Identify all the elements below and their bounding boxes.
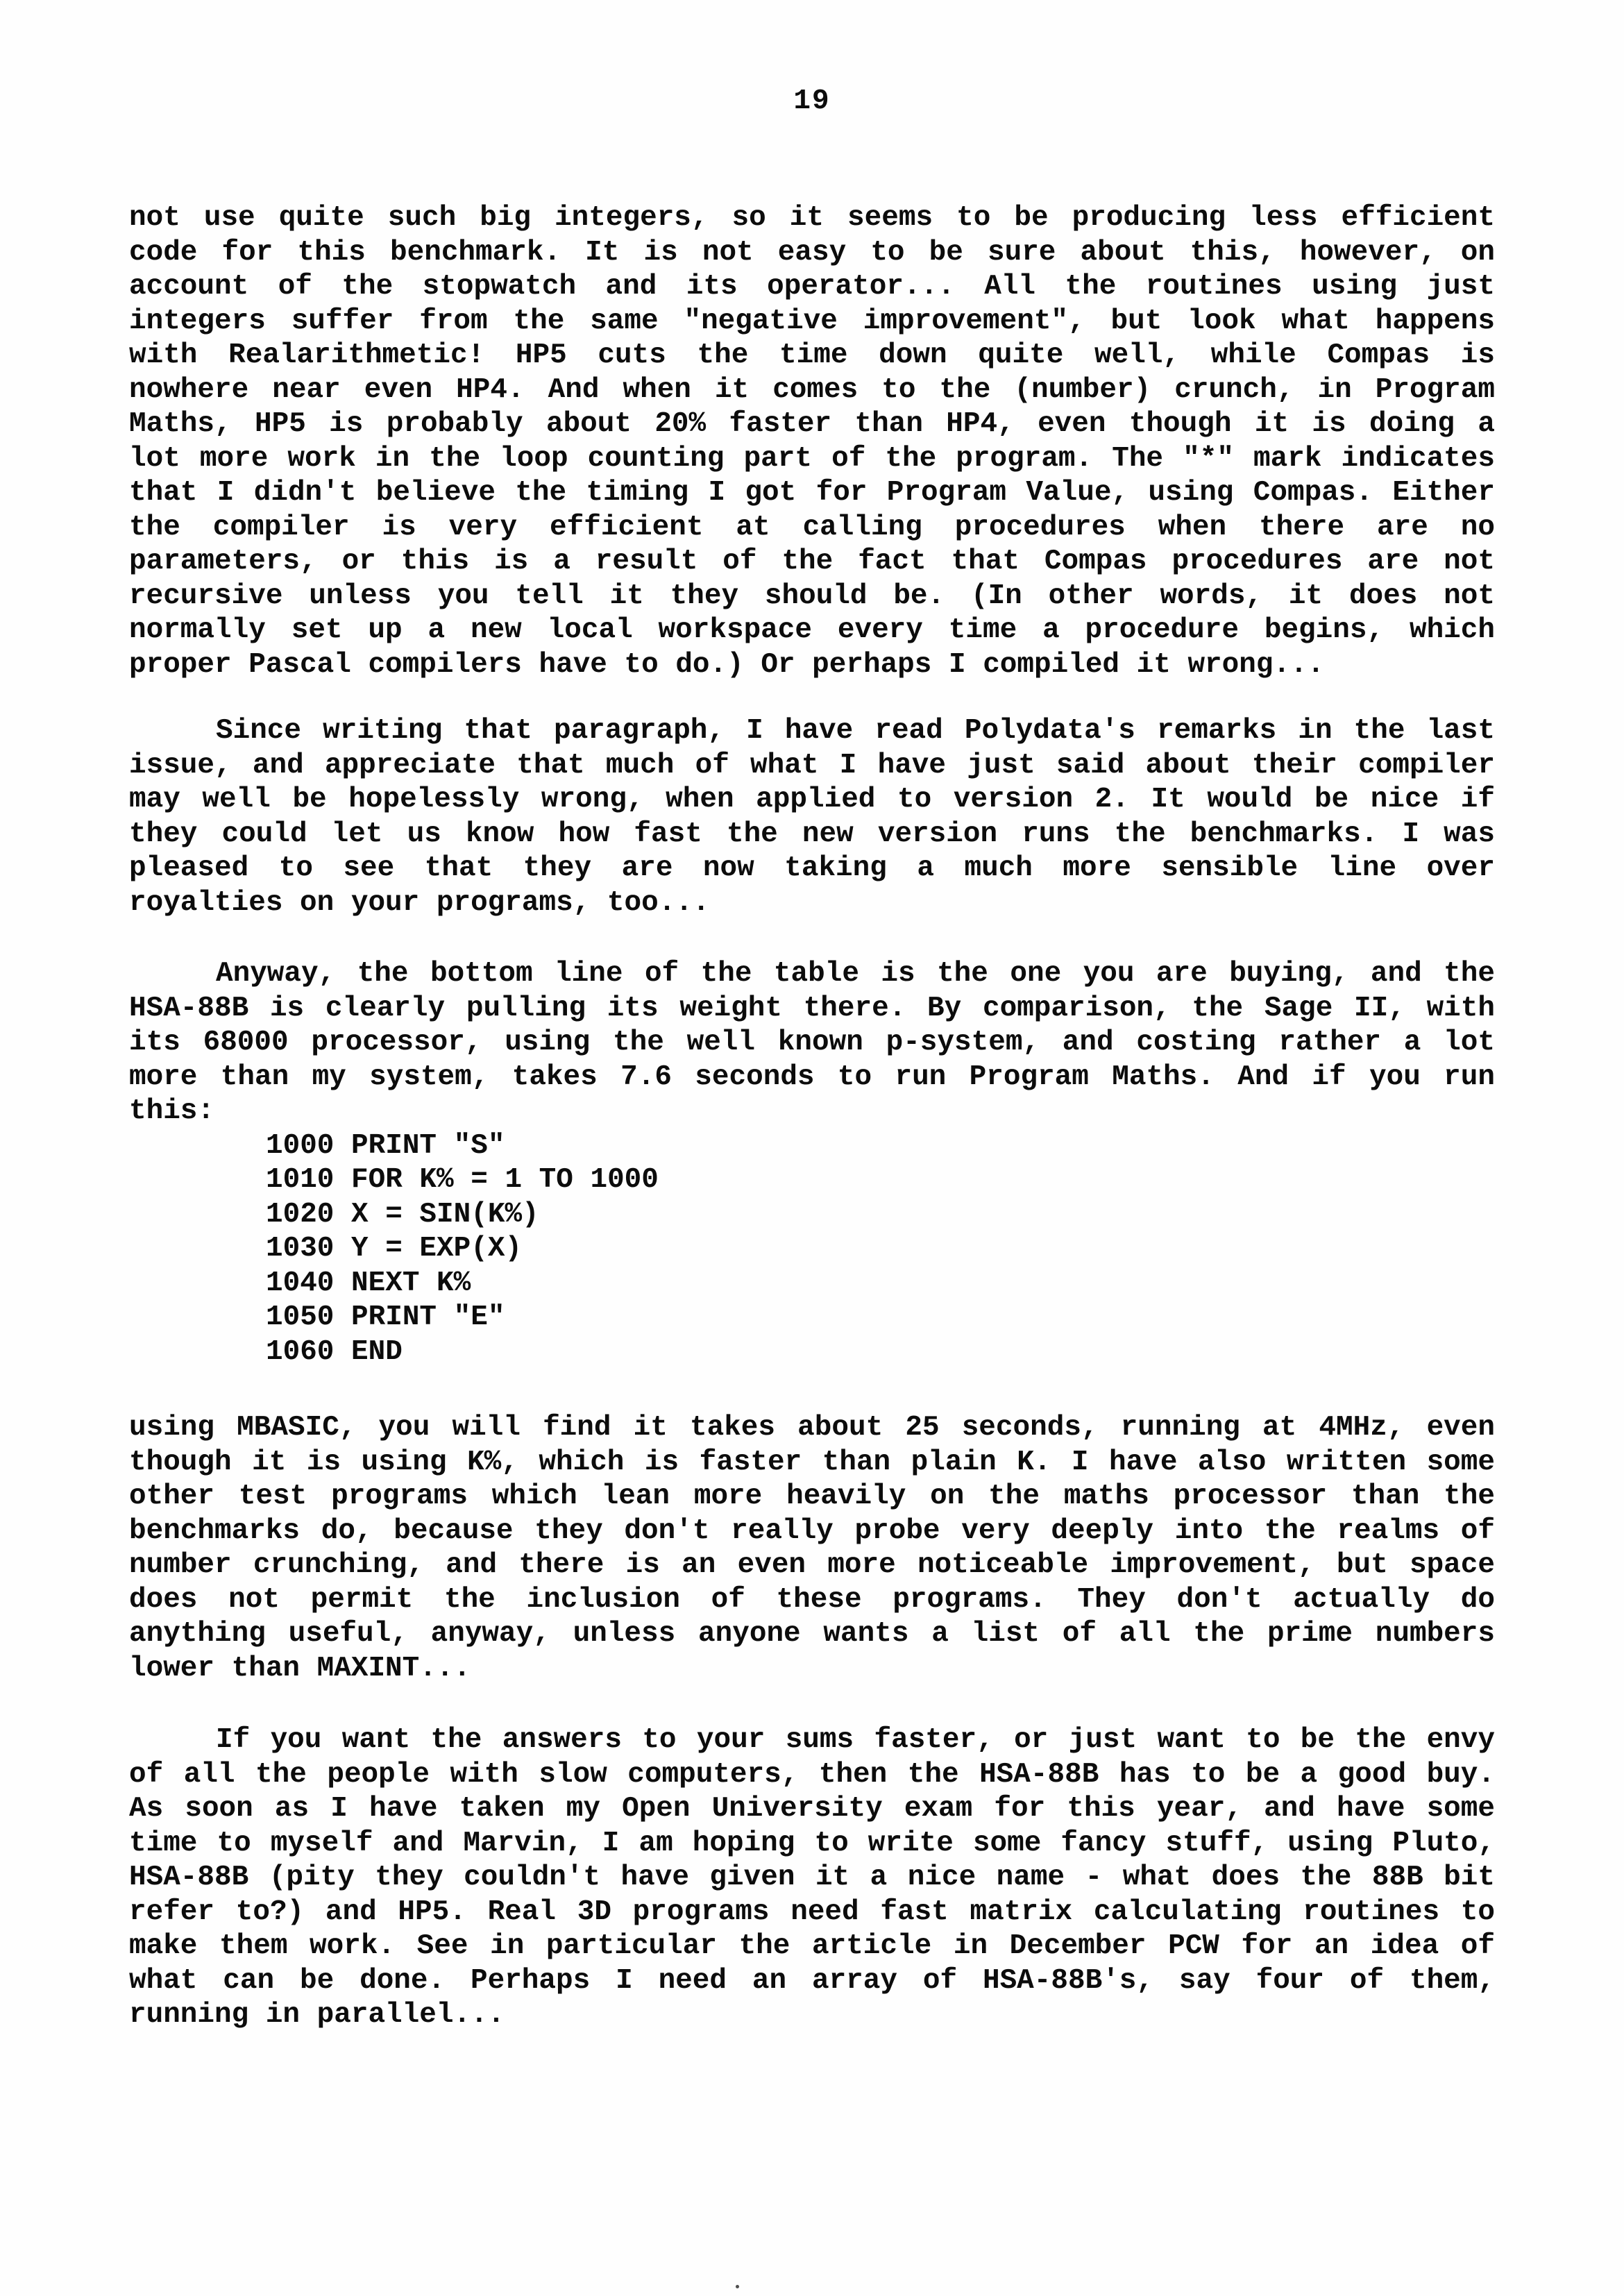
code-line: 1060 END: [266, 1335, 403, 1368]
text-line: though it is using K%, which is faster than plain K. I have also written some: [129, 1446, 1495, 1478]
text-line: account of the stopwatch and its operator... All the routines using just: [129, 271, 1495, 303]
text-line: nowhere near even HP4. And when it comes to the (number) crunch, in Program: [129, 373, 1495, 406]
text-line: running in parallel...: [129, 1999, 505, 2031]
text-line: this:: [129, 1095, 215, 1127]
text-line: they could let us know how fast the new version runs the benchmarks. I was: [129, 818, 1495, 850]
text-line: pleased to see that they are now taking a much more sensible line over: [129, 852, 1495, 884]
code-line: 1050 PRINT "E": [266, 1301, 505, 1333]
code-line: 1030 Y = EXP(X): [266, 1233, 523, 1265]
text-line: As soon as I have taken my Open University exam for this year, and have some: [129, 1793, 1495, 1825]
text-line: not use quite such big integers, so it seems to be producing less efficient: [129, 202, 1495, 234]
text-line: royalties on your programs, too...: [129, 886, 710, 919]
text-line: make them work. See in particular the article in December PCW for an idea of: [129, 1930, 1495, 1962]
code-line: 1020 X = SIN(K%): [266, 1198, 539, 1231]
text-line: lower than MAXINT...: [129, 1652, 471, 1685]
scan-artifact-dot: [736, 2285, 739, 2288]
text-line: refer to?) and HP5. Real 3D programs need fast matrix calculating routines to: [129, 1896, 1495, 1928]
text-line: more than my system, takes 7.6 seconds to run Program Maths. And if you run: [129, 1061, 1495, 1093]
paragraph-3: [129, 957, 1495, 1129]
text-line: its 68000 processor, using the well known p-system, and costing rather a lot: [129, 1027, 1495, 1058]
code-line: 1010 FOR K% = 1 TO 1000: [266, 1164, 659, 1196]
text-line: with Realarithmetic! HP5 cuts the time down quite well, while Compas is: [129, 339, 1495, 371]
text-line: benchmarks do, because they don't really probe very deeply into the realms of: [129, 1514, 1495, 1547]
text-line: Anyway, the bottom line of the table is the one you are buying, and the: [216, 958, 1495, 990]
text-line: normally set up a new local workspace every time a procedure begins, which: [129, 614, 1495, 646]
paragraph-4: [129, 1411, 1495, 1686]
text-line: of all the people with slow computers, then the HSA-88B has to be a good buy.: [129, 1758, 1495, 1791]
text-line: Maths, HP5 is probably about 20% faster than HP4, even though it is doing a: [129, 408, 1495, 440]
text-line: lot more work in the loop counting part of the program. The "*" mark indicates: [129, 442, 1495, 475]
text-line: time to myself and Marvin, I am hoping to write some fancy stuff, using Pluto,: [129, 1827, 1495, 1859]
text-line: parameters, or this is a result of the fact that Compas procedures are not: [129, 546, 1495, 577]
text-line: Since writing that paragraph, I have read Polydata's remarks in the last: [216, 715, 1495, 747]
text-line: integers suffer from the same "negative improvement", but look what happens: [129, 305, 1495, 337]
text-line: HSA-88B is clearly pulling its weight there. By comparison, the Sage II, with: [129, 992, 1495, 1024]
text-line: proper Pascal compilers have to do.) Or perhaps I compiled it wrong...: [129, 648, 1325, 681]
text-line: anything useful, anyway, unless anyone wants a list of all the prime numbers: [129, 1618, 1495, 1650]
text-line: what can be done. Perhaps I need an array of HSA-88B's, say four of them,: [129, 1964, 1495, 1997]
text-line: does not permit the inclusion of these programs. They don't actually do: [129, 1583, 1495, 1616]
text-line: HSA-88B (pity they couldn't have given it a nice name - what does the 88B bit: [129, 1862, 1495, 1893]
code-line: 1040 NEXT K%: [266, 1267, 471, 1299]
text-line: If you want the answers to your sums faster, or just want to be the envy: [216, 1724, 1495, 1756]
text-line: other test programs which lean more heavily on the maths processor than the: [129, 1480, 1495, 1512]
text-line: recursive unless you tell it they should be. (In other words, it does not: [129, 580, 1495, 612]
text-line: may well be hopelessly wrong, when applied to version 2. It would be nice if: [129, 784, 1495, 816]
paragraph-1: [129, 201, 1495, 682]
text-line: using MBASIC, you will find it takes about 25 seconds, running at 4MHz, even: [129, 1412, 1495, 1444]
text-line: code for this benchmark. It is not easy to be sure about this, however, on: [129, 236, 1495, 269]
text-line: number crunching, and there is an even more noticeable improvement, but space: [129, 1549, 1495, 1581]
page-body: [129, 201, 1495, 2033]
code-line: 1000 PRINT "S": [266, 1129, 505, 1162]
paragraph-5: [129, 1723, 1495, 2033]
code-block: [129, 1129, 1495, 1370]
text-line: issue, and appreciate that much of what I have just said about their compiler: [129, 749, 1495, 782]
page-number: 19: [793, 85, 831, 117]
text-line: that I didn't believe the timing I got for Program Value, using Compas. Either: [129, 477, 1495, 509]
text-line: the compiler is very efficient at calling procedures when there are no: [129, 511, 1495, 543]
paragraph-2: [129, 714, 1495, 920]
